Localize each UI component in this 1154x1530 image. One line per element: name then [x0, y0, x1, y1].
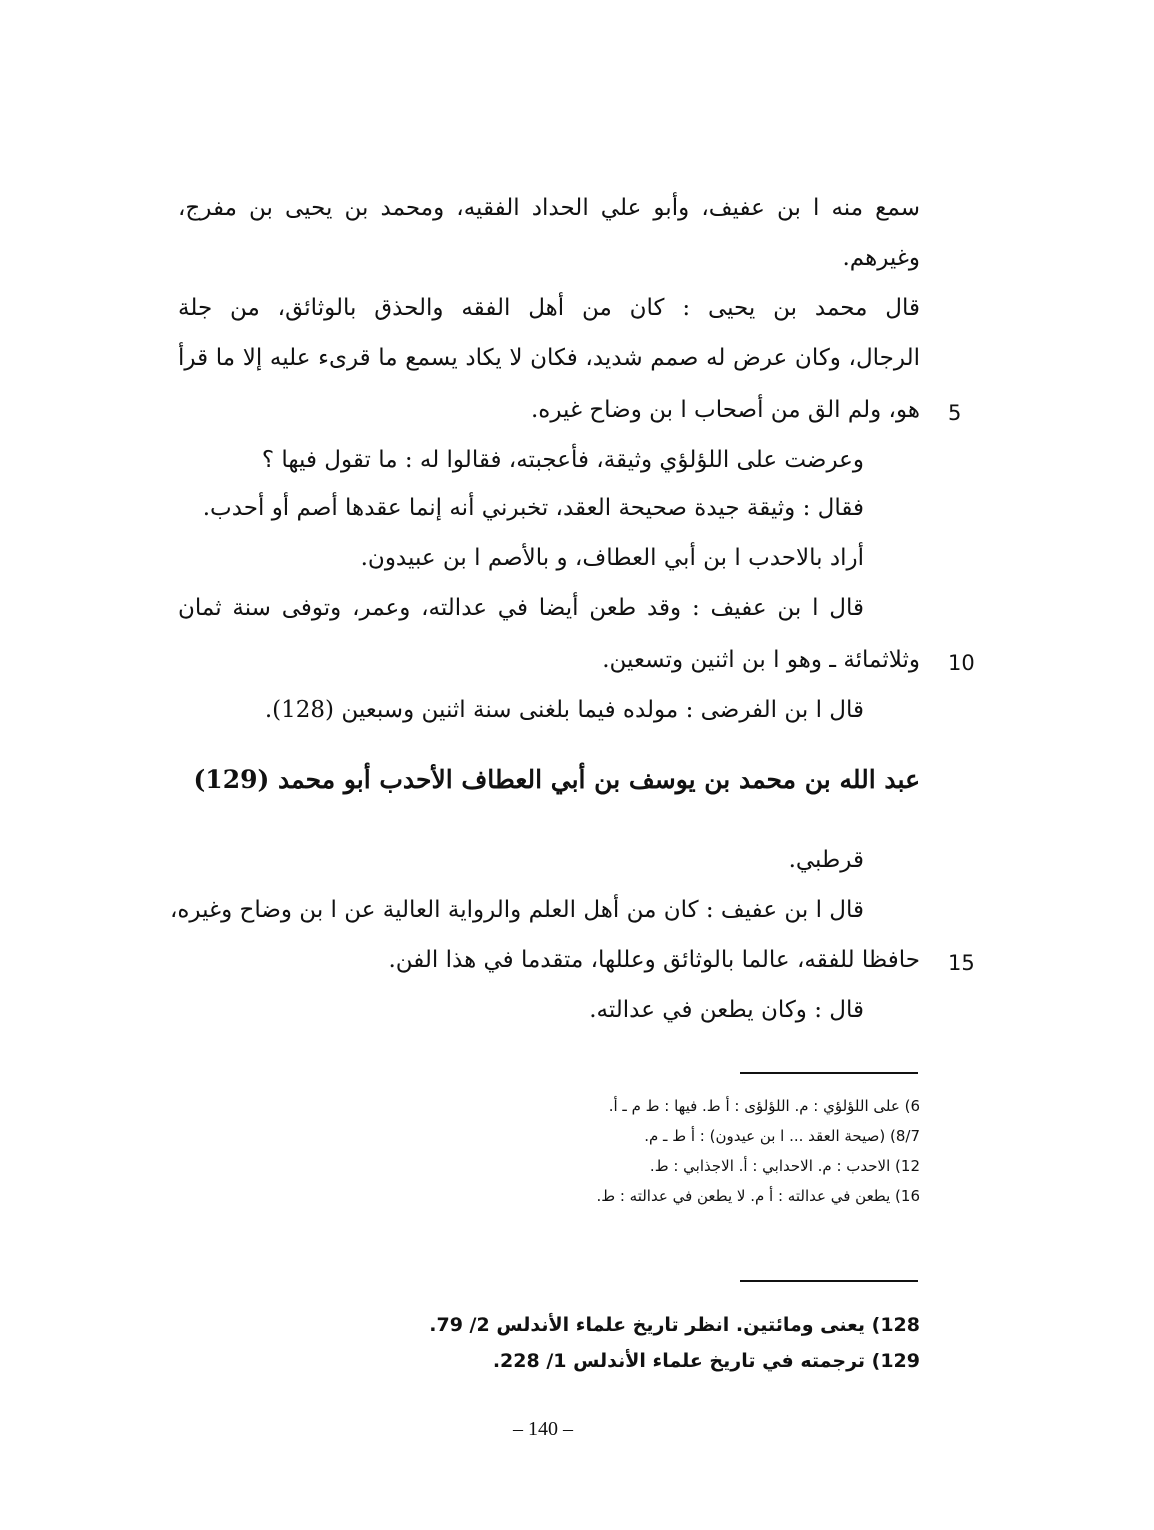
variant-note-1: 6) على اللؤلؤي : م. اللؤلؤى : أ ط. فيها : ط م ـ أ.: [608, 1097, 920, 1115]
text-line-2: وغيرهم.: [842, 245, 920, 271]
text-line-8: أراد بالاحدب ا بن أبي العطاف، و بالأصم ا بن عبيدون.: [360, 545, 864, 571]
text-line-10: وثلاثمائة ـ وهو ا بن اثنين وتسعين.: [602, 647, 920, 673]
footnotes-rule: [740, 1280, 918, 1282]
text-line-3: قال محمد بن يحيى : كان من أهل الفقه والحذق بالوثائق، من جلة: [178, 295, 920, 321]
text-line-4: الرجال، وكان عرض له صمم شديد، فكان لا يكاد يسمع ما قرىء عليه إلا ما قرأ: [178, 345, 920, 371]
variant-note-2: 8/7) (صيحة العقد ... ا بن عيدون) : أ ط ـ م.: [644, 1127, 920, 1145]
line-number-15: 15: [948, 951, 975, 975]
variant-note-4: 16) يطعن في عدالته : أ م. لا يطعن في عدالته : ط.: [596, 1187, 920, 1205]
footnote-128: 128) يعنى ومائتين. انظر تاريخ علماء الأندلس 2/ 79.: [429, 1314, 920, 1336]
text-line-7: فقال : وثيقة جيدة صحيحة العقد، تخبرني أنه إنما عقدها أصم أو أحدب.: [202, 495, 864, 521]
text-line-6: وعرضت على اللؤلؤي وثيقة، فأعجبته، فقالوا له : ما تقول فيها ؟: [261, 447, 864, 473]
text-line-11: قال ا بن الفرضى : مولده فيما بلغنى سنة اثنين وسبعين (128).: [264, 697, 864, 723]
entry-heading: عبد الله بن محمد بن يوسف بن أبي العطاف الأحدب أبو محمد (129): [193, 765, 920, 794]
text-line-1: سمع منه ا بن عفيف، وأبو علي الحداد الفقيه، ومحمد بن يحيى بن مفرج،: [178, 195, 920, 221]
page-number: – 140 –: [513, 1418, 573, 1440]
footnote-129: 129) ترجمته في تاريخ علماء الأندلس 1/ 228.: [492, 1350, 920, 1372]
text-line-5: هو، ولم الق من أصحاب ا بن وضاح غيره.: [531, 397, 920, 423]
variants-rule: [740, 1072, 918, 1074]
text-line-9: قال ا بن عفيف : وقد طعن أيضا في عدالته، وعمر، وتوفى سنة ثمان: [178, 595, 864, 621]
line-number-10: 10: [948, 651, 975, 675]
text-line-15: قال : وكان يطعن في عدالته.: [589, 997, 864, 1023]
line-number-5: 5: [948, 401, 962, 425]
variant-note-3: 12) الاحدب : م. الاحدابي : أ. الاجذابي : ط.: [649, 1157, 920, 1175]
text-line-13: قال ا بن عفيف : كان من أهل العلم والرواية العالية عن ا بن وضاح وغيره،: [169, 897, 864, 923]
text-line-14: حافظا للفقه، عالما بالوثائق وعللها، متقدما في هذا الفن.: [388, 947, 920, 973]
text-line-12: قرطبي.: [788, 847, 864, 873]
